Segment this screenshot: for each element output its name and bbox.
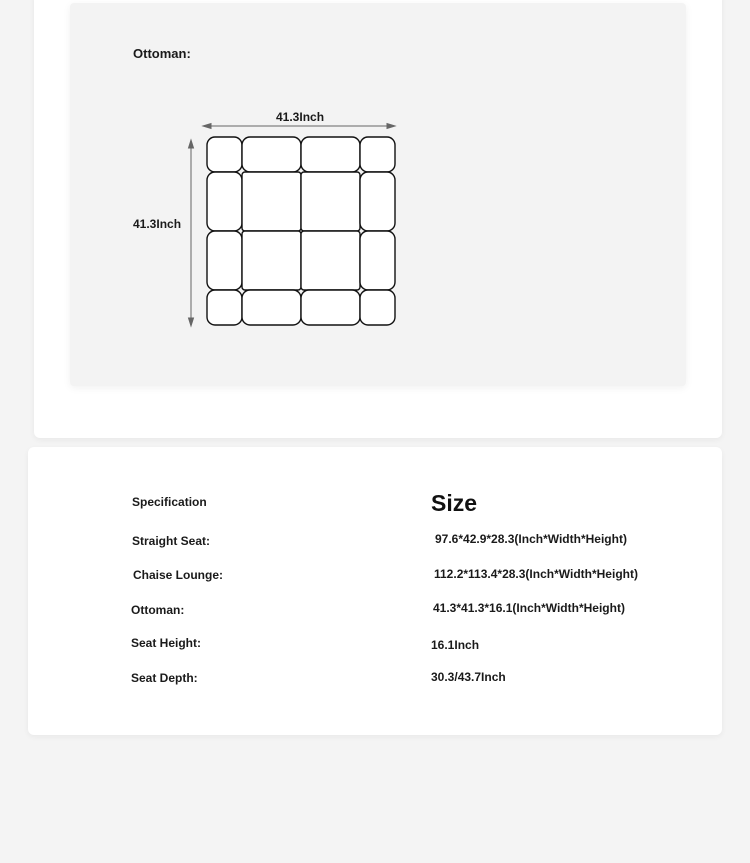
spec-label-straight-seat: Straight Seat: [132, 534, 211, 548]
spec-label-seat-height: Seat Height: [131, 636, 202, 650]
spec-label-seat-depth: Seat Depth: [131, 671, 198, 685]
spec-label-chaise-lounge: Chaise Lounge: [133, 568, 224, 582]
size-header: Size [431, 490, 478, 516]
height-dimension-arrow [189, 140, 194, 326]
spec-label-ottoman: Ottoman: [131, 603, 185, 617]
specification-header: Specification [132, 495, 207, 509]
diagram-title: Ottoman: [133, 46, 191, 61]
height-dimension-label: 41.3Inch [133, 217, 182, 231]
specification-card [28, 447, 722, 735]
width-dimension-arrow [203, 124, 395, 129]
spec-value-chaise-lounge: 112.2*113.4*28.3(Inch*Width*Height) [434, 567, 638, 581]
spec-value-seat-height: 16.1Inch [431, 638, 480, 652]
spec-value-ottoman: 41.3*41.3*16.1(Inch*Width*Height) [433, 601, 625, 615]
spec-value-seat-depth: 30.3/43.7Inch [431, 670, 506, 684]
ottoman-cushions [207, 137, 395, 325]
spec-value-straight-seat: 97.6*42.9*28.3(Inch*Width*Height) [435, 532, 627, 546]
ottoman-top-view-diagram [185, 122, 400, 332]
width-dimension-label: 41.3Inch [276, 110, 325, 124]
